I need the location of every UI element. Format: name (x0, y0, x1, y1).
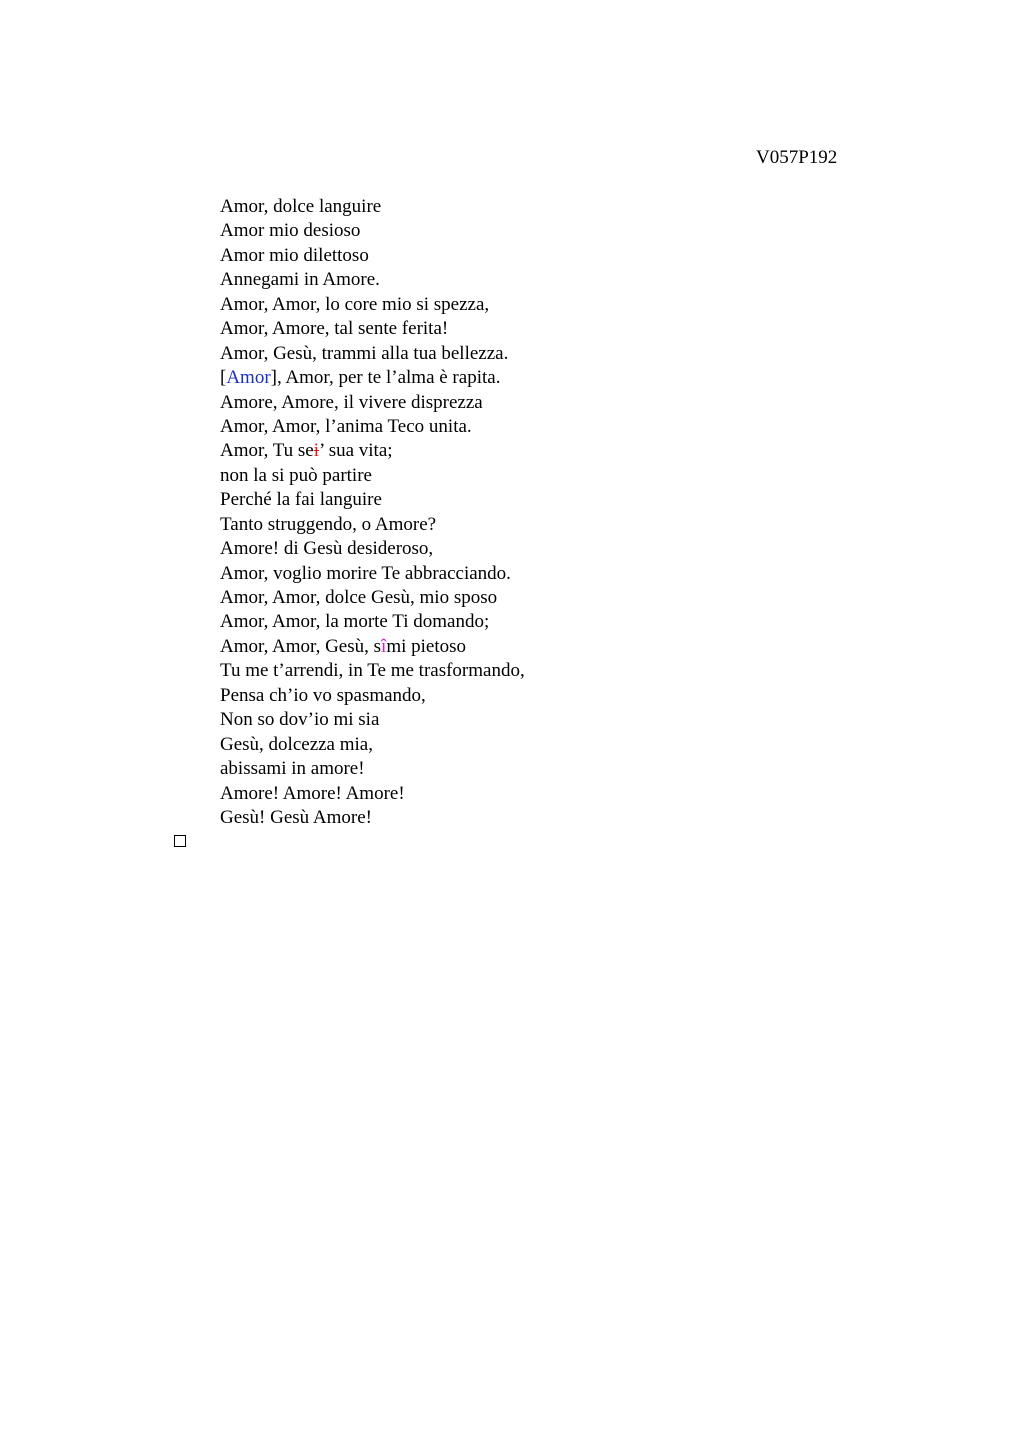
bracket-open: [ (220, 367, 227, 389)
poem-line: Amor, Amor, l’anima Teco unita. (220, 415, 472, 437)
poem-line: Amore, Amore, il vivere disprezza (220, 391, 483, 413)
poem-line-with-insertion (220, 366, 525, 390)
poem-line: Non so dov’io mi sia (220, 709, 380, 731)
line-rest: ], Amor, per te l’alma è rapita. (270, 367, 501, 389)
poem-line: Amore! di Gesù desideroso, (220, 538, 434, 560)
line-before: Amor, Tu se (220, 440, 314, 462)
page-id: V057P192 (756, 147, 838, 168)
poem-line: Tu me t’arrendi, in Te me trasformando, (220, 660, 525, 682)
poem (220, 195, 525, 830)
poem-line: Amor, voglio morire Te abbracciando. (220, 562, 511, 584)
line-after: ’ sua vita; (319, 440, 393, 462)
poem-line: Amor mio dilettoso (220, 244, 369, 266)
poem-line: Perché la fai languire (220, 489, 382, 511)
deleted-text: i (313, 440, 320, 462)
poem-line: Amor, Amor, la morte Ti domando; (220, 611, 490, 633)
poem-line: Gesù, dolcezza mia, (220, 733, 373, 755)
poem-line: Amor, Amore, tal sente ferita! (220, 318, 449, 340)
line-after: mi pietoso (386, 635, 467, 657)
poem-line: Amor, dolce languire (220, 196, 382, 217)
line-before: Amor, Amor, Gesù, s (220, 635, 382, 657)
poem-line: Pensa ch’io vo spasmando, (220, 684, 426, 706)
poem-line: abissami in amore! (220, 758, 365, 780)
square-outline-icon (174, 835, 186, 847)
poem-line: Amor mio desioso (220, 220, 361, 242)
poem-line: Tanto struggendo, o Amore? (220, 513, 437, 535)
poem-line: Amore! Amore! Amore! (220, 782, 405, 804)
poem-line: non la si può partire (220, 464, 372, 486)
poem-line-with-deletion (220, 439, 525, 463)
poem-line-with-modification (220, 635, 525, 659)
poem-line: Amor, Amor, lo core mio si spezza, (220, 293, 490, 315)
poem-line: Amor, Gesù, trammi alla tua bellezza. (220, 342, 509, 364)
poem-line: Gesù! Gesù Amore! (220, 806, 372, 828)
poem-line: Annegami in Amore. (220, 269, 380, 291)
poem-line: Amor, Amor, dolce Gesù, mio sposo (220, 587, 498, 608)
inserted-text: Amor (226, 367, 271, 389)
modified-text: î (381, 635, 387, 657)
